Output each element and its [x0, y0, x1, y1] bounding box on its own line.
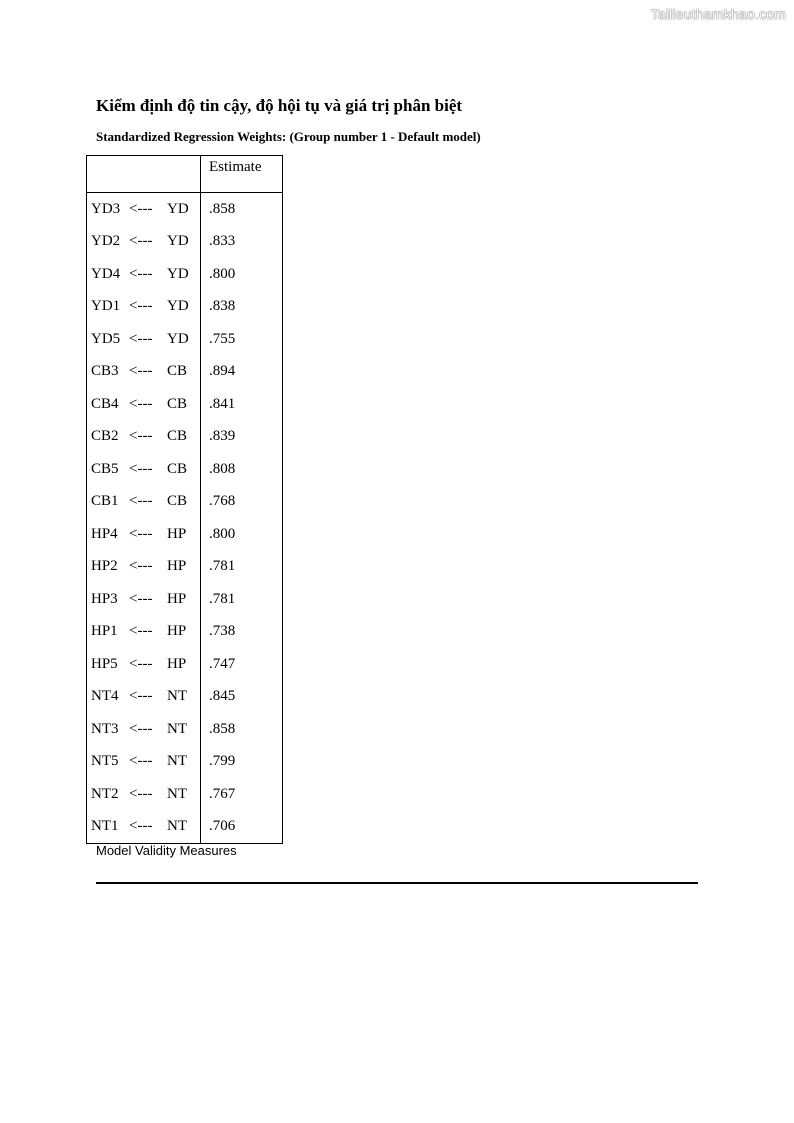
- row-to-label: YD: [167, 330, 189, 347]
- row-from-label: NT1: [87, 811, 126, 844]
- row-estimate: .845: [201, 681, 283, 714]
- row-estimate: .781: [201, 551, 283, 584]
- row-arrow: <---: [129, 363, 153, 380]
- table-header-row: [87, 156, 283, 193]
- table-row: [87, 778, 283, 811]
- row-from-label: HP2: [87, 551, 126, 584]
- row-from-label: YD1: [87, 291, 126, 324]
- row-arrow: <---: [129, 395, 153, 412]
- table-row: [87, 616, 283, 649]
- row-to-label: YD: [167, 265, 189, 282]
- row-estimate: .839: [201, 421, 283, 454]
- table-row: [87, 323, 283, 356]
- row-estimate: .768: [201, 486, 283, 519]
- row-arrow: <---: [129, 428, 153, 445]
- header-blank-cell: [87, 156, 201, 193]
- watermark-text: Tailieuthamkhao.com: [650, 6, 786, 22]
- table-row: [87, 258, 283, 291]
- row-to-label: HP: [167, 590, 187, 607]
- row-from-label: HP3: [87, 583, 126, 616]
- row-from-label: YD2: [87, 226, 126, 259]
- table-row: [87, 388, 283, 421]
- row-from-label: NT4: [87, 681, 126, 714]
- table-row: [87, 226, 283, 259]
- table-row: [87, 193, 283, 226]
- row-arrow: <---: [129, 753, 153, 770]
- row-to-label: CB: [167, 395, 188, 412]
- row-from-label: YD4: [87, 258, 126, 291]
- row-from-label: HP5: [87, 648, 126, 681]
- section-title: Kiểm định độ tin cậy, độ hội tụ và giá trị phân biệt: [96, 96, 463, 115]
- table-row: [87, 356, 283, 389]
- row-from-label: CB1: [87, 486, 126, 519]
- row-arrow: <---: [129, 298, 153, 315]
- row-estimate: .858: [201, 193, 283, 226]
- table-row: [87, 551, 283, 584]
- row-from-label: NT5: [87, 746, 126, 779]
- row-estimate: .706: [201, 811, 283, 844]
- table-row: [87, 518, 283, 551]
- row-arrow: <---: [129, 655, 153, 672]
- row-estimate: .799: [201, 746, 283, 779]
- row-estimate: .738: [201, 616, 283, 649]
- row-to-label: NT: [167, 720, 187, 737]
- row-to-label: CB: [167, 460, 188, 477]
- row-estimate: .858: [201, 713, 283, 746]
- row-to-label: NT: [167, 688, 187, 705]
- row-estimate: .747: [201, 648, 283, 681]
- table-row: [87, 583, 283, 616]
- row-to-label: YD: [167, 298, 189, 315]
- row-arrow: <---: [129, 720, 153, 737]
- row-to-label: HP: [167, 558, 187, 575]
- row-arrow: <---: [129, 590, 153, 607]
- table-row: [87, 486, 283, 519]
- row-estimate: .800: [201, 258, 283, 291]
- row-from-label: NT2: [87, 778, 126, 811]
- table-row: [87, 746, 283, 779]
- regression-weights-table: [86, 155, 283, 844]
- row-from-label: HP1: [87, 616, 126, 649]
- row-to-label: NT: [167, 785, 187, 802]
- row-to-label: CB: [167, 363, 188, 380]
- table-row: [87, 421, 283, 454]
- row-estimate: .894: [201, 356, 283, 389]
- row-to-label: YD: [167, 200, 189, 217]
- row-arrow: <---: [129, 200, 153, 217]
- row-to-label: HP: [167, 525, 187, 542]
- caption-model-validity: Model Validity Measures: [96, 843, 237, 858]
- row-arrow: <---: [129, 330, 153, 347]
- row-estimate: .755: [201, 323, 283, 356]
- row-to-label: CB: [167, 428, 188, 445]
- row-to-label: HP: [167, 655, 187, 672]
- row-to-label: HP: [167, 623, 187, 640]
- row-to-label: NT: [167, 811, 201, 844]
- row-from-label: CB4: [87, 388, 126, 421]
- table-row: [87, 453, 283, 486]
- row-estimate: .833: [201, 226, 283, 259]
- row-from-label: CB2: [87, 421, 126, 454]
- header-estimate: Estimate: [201, 156, 283, 193]
- row-estimate: .800: [201, 518, 283, 551]
- row-estimate: .808: [201, 453, 283, 486]
- row-arrow: <---: [129, 688, 153, 705]
- row-from-label: YD3: [87, 193, 126, 226]
- row-arrow: <---: [129, 493, 153, 510]
- row-estimate: .841: [201, 388, 283, 421]
- row-from-label: HP4: [87, 518, 126, 551]
- row-to-label: NT: [167, 753, 187, 770]
- table-row: [87, 648, 283, 681]
- row-from-label: NT3: [87, 713, 126, 746]
- row-to-label: YD: [167, 233, 189, 250]
- row-arrow: <---: [129, 460, 153, 477]
- row-estimate: .781: [201, 583, 283, 616]
- horizontal-rule: [96, 882, 698, 884]
- row-arrow: <---: [129, 525, 153, 542]
- row-estimate: .838: [201, 291, 283, 324]
- row-from-label: YD5: [87, 323, 126, 356]
- table-subtitle: Standardized Regression Weights: (Group number 1 - Default model): [96, 129, 481, 144]
- row-to-label: CB: [167, 493, 188, 510]
- table-row: [87, 713, 283, 746]
- row-estimate: .767: [201, 778, 283, 811]
- row-arrow: <---: [129, 233, 153, 250]
- row-from-label: CB3: [87, 356, 126, 389]
- row-arrow: <---: [129, 785, 153, 802]
- row-arrow: <---: [129, 558, 153, 575]
- table-row: [87, 681, 283, 714]
- table-row: [87, 811, 283, 844]
- row-from-label: CB5: [87, 453, 126, 486]
- row-arrow: <---: [125, 811, 167, 844]
- table-row: [87, 291, 283, 324]
- row-arrow: <---: [129, 265, 153, 282]
- row-arrow: <---: [129, 623, 153, 640]
